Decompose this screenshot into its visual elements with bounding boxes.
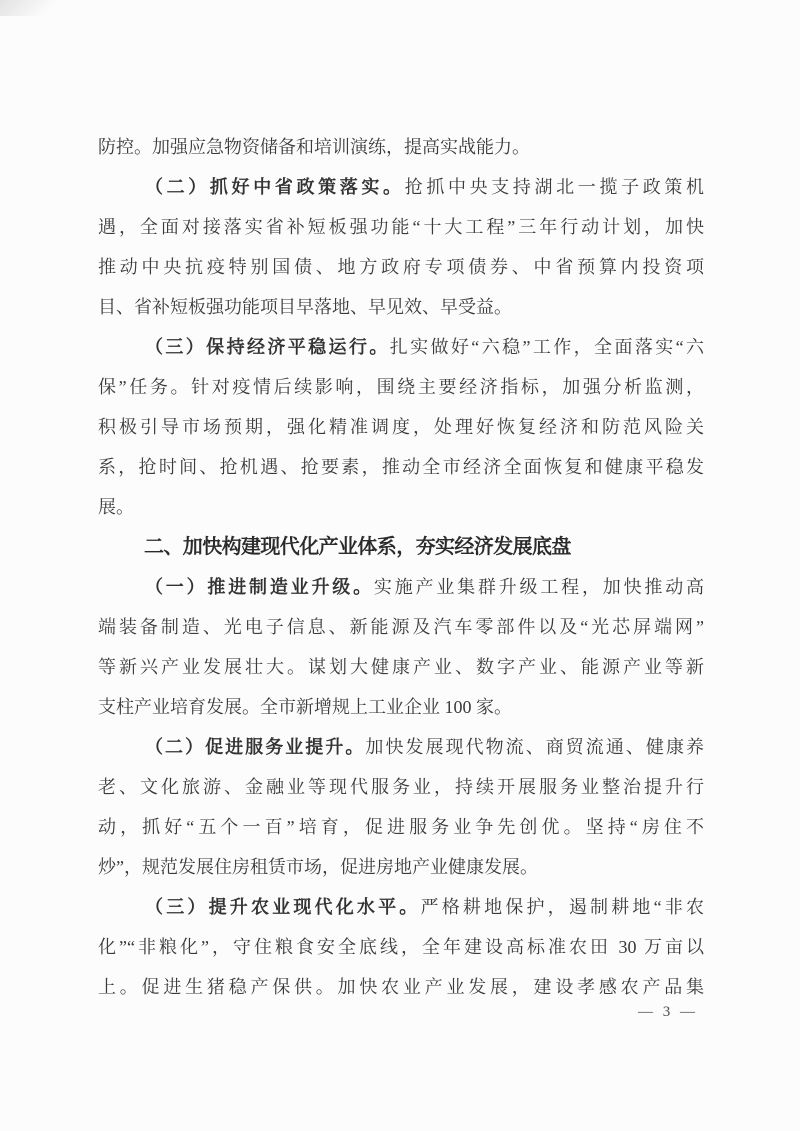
line-text: 二、加快构建现代化产业体系，夯实经济发展底盘 <box>144 536 571 558</box>
scan-artifact <box>0 0 70 16</box>
line-text: 积极引导市场预期，强化精准调度，处理好恢复经济和防范风险关 <box>98 417 704 437</box>
line-text: 老、文化旅游、金融业等现代服务业，持续开展服务业整治提升行 <box>98 777 704 797</box>
text-line <box>98 847 704 887</box>
line-text: 加快发展现代物流、商贸流通、健康养 <box>365 737 704 757</box>
document-body <box>98 127 704 1007</box>
line-text: 实施产业集群升级工程，加快推动高 <box>373 577 705 597</box>
line-text: 保”任务。针对疫情后续影响，围绕主要经济指标，加强分析监测， <box>98 377 704 397</box>
page-number: — 3 — <box>638 1004 698 1020</box>
text-line <box>98 407 704 447</box>
text-line <box>98 447 704 487</box>
line-text: 推动中央抗疫特别国债、地方政府专项债券、中省预算内投资项 <box>98 257 704 277</box>
line-text: 遇，全面对接落实省补短板强功能“十大工程”三年行动计划，加快 <box>98 217 704 237</box>
line-text: 严格耕地保护，遏制耕地“非农 <box>420 897 704 917</box>
text-line <box>98 487 704 527</box>
line-text: 抢抓中央支持湖北一揽子政策机 <box>404 177 705 197</box>
line-text: 系，抢时间、抢机遇、抢要素，推动全市经济全面恢复和健康平稳发 <box>98 457 704 477</box>
section-heading <box>98 527 704 567</box>
text-line <box>98 727 704 767</box>
text-line <box>98 287 704 327</box>
text-line <box>98 207 704 247</box>
text-line <box>98 927 704 967</box>
paragraph-lead: （三）保持经济平稳运行。 <box>145 337 390 357</box>
line-text: 防控。加强应急物资储备和培训演练，提高实战能力。 <box>98 137 530 157</box>
line-text: 支柱产业培育发展。全市新增规上工业企业 100 家。 <box>98 697 512 717</box>
line-text: 上。促进生猪稳产保供。加快农业产业发展，建设孝感农产品集 <box>98 977 704 997</box>
line-text: 扎实做好“六稳”工作，全面落实“六 <box>389 337 705 357</box>
text-line <box>98 767 704 807</box>
text-line <box>98 887 704 927</box>
paragraph-lead: （二）促进服务业提升。 <box>145 737 366 757</box>
line-text: 等新兴产业发展壮大。谋划大健康产业、数字产业、能源产业等新 <box>98 657 704 677</box>
text-line <box>98 167 704 207</box>
text-line <box>98 127 704 167</box>
text-line <box>98 367 704 407</box>
line-text: 化”“非粮化”，守住粮食安全底线，全年建设高标准农田 30 万亩以 <box>98 937 704 957</box>
paragraph-lead: （一）推进制造业升级。 <box>145 577 374 597</box>
line-text: 展。 <box>98 497 134 517</box>
line-text: 动，抓好“五个一百”培育，促进服务业争先创优。坚持“房住不 <box>98 817 704 837</box>
text-line <box>98 807 704 847</box>
paragraph-lead: （三）提升农业现代化水平。 <box>145 897 421 917</box>
text-line <box>98 327 704 367</box>
line-text: 端装备制造、光电子信息、新能源及汽车零部件以及“光芯屏端网” <box>98 617 704 637</box>
text-line <box>98 567 704 607</box>
paragraph-lead: （二）抓好中省政策落实。 <box>145 177 405 197</box>
line-text: 炒”，规范发展住房租赁市场，促进房地产业健康发展。 <box>98 857 538 877</box>
text-line <box>98 647 704 687</box>
text-line <box>98 967 704 1007</box>
line-text: 目、省补短板强功能项目早落地、早见效、早受益。 <box>98 297 512 317</box>
text-line <box>98 247 704 287</box>
text-line <box>98 687 704 727</box>
text-line <box>98 607 704 647</box>
